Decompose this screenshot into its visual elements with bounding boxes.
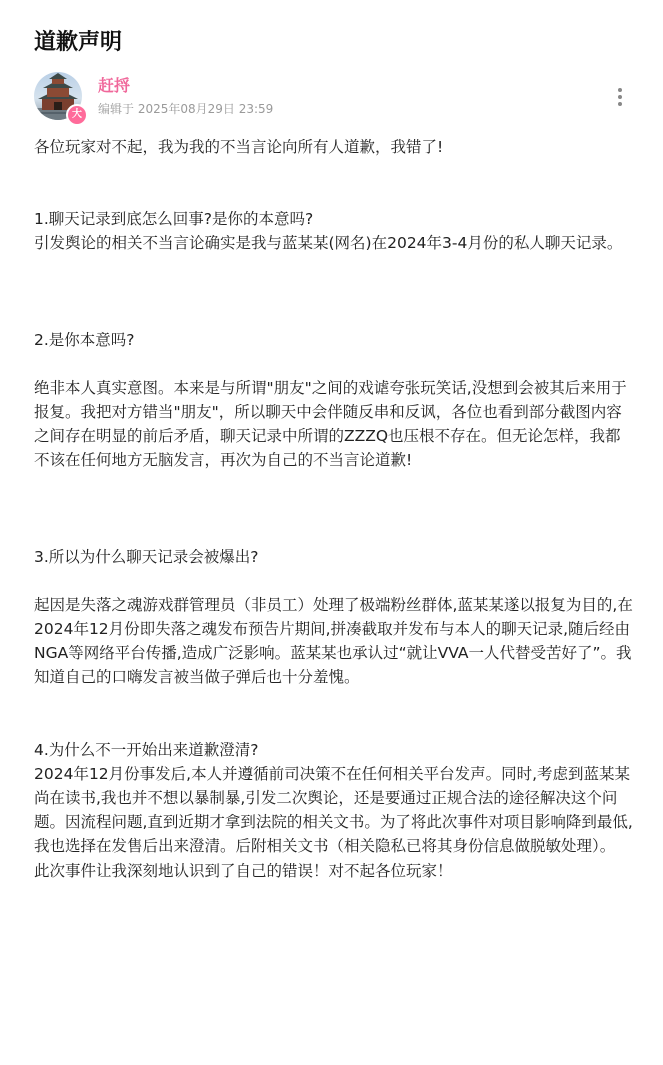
closing-paragraph: 此次事件让我深刻地认识到了自己的错误！对不起各位玩家！: [34, 861, 453, 880]
author-badge: 大: [66, 104, 88, 126]
edit-timestamp: 编辑于 2025年08月29日 23:59: [98, 102, 274, 116]
q2-heading: 2.是你本意吗?: [34, 330, 135, 349]
more-vertical-icon: [610, 88, 630, 106]
intro-paragraph: 各位玩家对不起，我为我的不当言论向所有人道歉，我错了!: [34, 138, 444, 156]
q3-heading: 3.所以为什么聊天记录会被爆出?: [34, 547, 259, 566]
q4-body: 2024年12月份事发后,本人并遵循前司决策不在任何相关平台发声。同时,考虑到蓝某某尚在读书,我也并不想以暴制暴,引发二次舆论，还是要通过正规合法的途径解决这个问题。因流程问题,直到近期才拿到法院的相关文书。为了将此次事件对项目影响降到最低,我也选择在发售后出来澄清。后附相关文书（相关隐私已将其身份信息做脱敏处理）。: [34, 764, 633, 856]
author-name[interactable]: 赶捋: [98, 76, 131, 95]
q4-heading: 4.为什么不一开始出来道歉澄清?: [34, 740, 259, 759]
more-options-button[interactable]: [610, 86, 630, 110]
article-title: 道歉声明: [34, 30, 123, 55]
q1-heading: 1.聊天记录到底怎么回事?是你的本意吗?: [34, 210, 314, 229]
q3-body: 起因是失落之魂游戏群管理员（非员工）处理了极端粉丝群体,蓝某某遂以报复为目的,在2024年12月份即失落之魂发布预告片期间,拼凑截取并发布与本人的聊天记录,随后经由NGA等网络平台传播,造成广泛影响。蓝某某也承认过“就让VVA一人代替受苦好了”。我知道自己的口嗨发言被当做子弹后也十分羞愧。: [34, 595, 633, 687]
author-row: [34, 72, 634, 124]
q2-body: 绝非本人真实意图。本来是与所谓"朋友"之间的戏谑夸张玩笑话,没想到会被其后来用于报复。我把对方错当"朋友"，所以聊天中会伴随反串和反讽，各位也看到部分截图内容之间存在明显的前后矛盾，聊天记录中所谓的ZZZQ也压根不存在。但无论怎样，我都不该在任何地方无脑发言，再次为自己的不当言论道歉!: [34, 378, 627, 470]
q1-body: 引发舆论的相关不当言论确实是我与蓝某某(网名)在2024年3-4月份的私人聊天记录。: [34, 234, 623, 253]
article-body: [34, 135, 634, 883]
